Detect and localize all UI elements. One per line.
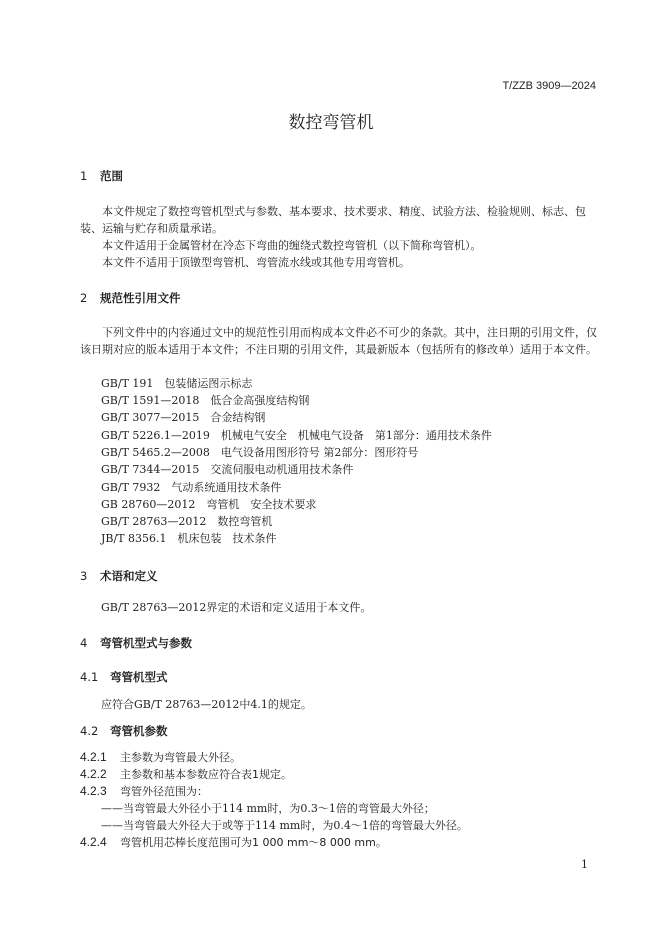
section-number: 4 [80, 636, 88, 650]
section-1-paragraph-3 [80, 254, 600, 271]
reference-item: GB/T 3077—2015 合金结构钢 [101, 411, 266, 424]
section-number: 2 [80, 291, 88, 305]
subsection-title: 弯管机型式 [110, 670, 168, 684]
section-3-paragraph: GB/T 28763—2012界定的术语和定义适用于本文件。 [101, 601, 372, 614]
reference-item: GB/T 5226.1—2019 机械电气安全 机械电气设备 第1部分：通用技术条件 [101, 429, 492, 442]
clause-number: 4.2.3 [80, 784, 107, 798]
subsection-number: 4.1 [80, 670, 99, 684]
clause-text: 主参数和基本参数应符合表1规定。 [120, 768, 292, 781]
section-3-heading [80, 568, 158, 584]
subsection-4-1-heading [80, 669, 168, 685]
reference-item: JB/T 8356.1 机床包装 技术条件 [101, 532, 277, 545]
reference-item: GB/T 28763—2012 数控弯管机 [101, 515, 273, 528]
section-2-intro [80, 324, 600, 358]
clause-4-2-1 [80, 749, 241, 765]
paragraph-text: 本文件不适用于顶镦型弯管机、弯管流水线或其他专用弯管机。 [102, 256, 410, 269]
subsection-title: 弯管机参数 [110, 724, 168, 738]
page-title: 数控弯管机 [288, 113, 374, 133]
dash-item: ——当弯管最大外径大于或等于114 mm时，为0.4～1倍的弯管最大外径。 [101, 819, 468, 832]
section-1-paragraph-1 [80, 203, 600, 237]
clause-number: 4.2.2 [80, 767, 107, 781]
section-4-heading [80, 635, 192, 651]
reference-item: GB 28760—2012 弯管机 安全技术要求 [101, 498, 317, 511]
section-title: 弯管机型式与参数 [100, 636, 192, 650]
paragraph-text: 本文件规定了数控弯管机型式与参数、基本要求、技术要求、精度、试验方法、检验规则、标志、包装、运输与贮存和质量承诺。 [80, 205, 586, 235]
reference-item: GB/T 191 包装储运图示标志 [101, 377, 253, 390]
section-1-heading [80, 168, 123, 184]
section-2-heading [80, 290, 181, 306]
section-title: 范围 [100, 169, 123, 183]
section-1-paragraph-2 [80, 237, 600, 254]
section-title: 术语和定义 [100, 569, 158, 583]
subsection-4-2-heading [80, 723, 168, 739]
clause-text: 主参数为弯管最大外径。 [120, 751, 241, 764]
reference-item: GB/T 5465.2—2008 电气设备用图形符号 第2部分：图形符号 [101, 446, 419, 459]
clause-4-2-4 [80, 834, 387, 850]
clause-number: 4.2.4 [80, 835, 107, 849]
subsection-number: 4.2 [80, 724, 99, 738]
subsection-4-1-paragraph: 应符合GB/T 28763—2012中4.1的规定。 [101, 698, 312, 711]
section-number: 1 [80, 169, 88, 183]
reference-item: GB/T 7344—2015 交流伺服电动机通用技术条件 [101, 463, 354, 476]
clause-text: 弯管机用芯棒长度范围可为1 000 mm～8 000 mm。 [120, 836, 387, 849]
section-number: 3 [80, 569, 88, 583]
clause-4-2-3 [80, 783, 208, 799]
clause-number: 4.2.1 [80, 750, 107, 764]
clause-4-2-2 [80, 766, 292, 782]
clause-text: 弯管外径范围为： [120, 785, 208, 798]
paragraph-text: 本文件适用于金属管材在冷态下弯曲的缠绕式数控弯管机（以下简称弯管机）。 [102, 239, 482, 252]
section-title: 规范性引用文件 [100, 291, 181, 305]
page-number: 1 [581, 858, 588, 871]
paragraph-text: 下列文件中的内容通过文中的规范性引用而构成本文件必不可少的条款。其中，注日期的引用文件，仅该日期对应的版本适用于本文件；不注日期的引用文件，其最新版本（包括所有的修改单）适用于本文件。 [80, 326, 597, 356]
document-number: T/ZZB 3909—2024 [502, 80, 596, 92]
reference-item: GB/T 7932 气动系统通用技术条件 [101, 481, 282, 494]
dash-item: ——当弯管最大外径小于114 mm时，为0.3～1倍的弯管最大外径； [101, 802, 435, 815]
reference-item: GB/T 1591—2018 低合金高强度结构钢 [101, 394, 310, 407]
